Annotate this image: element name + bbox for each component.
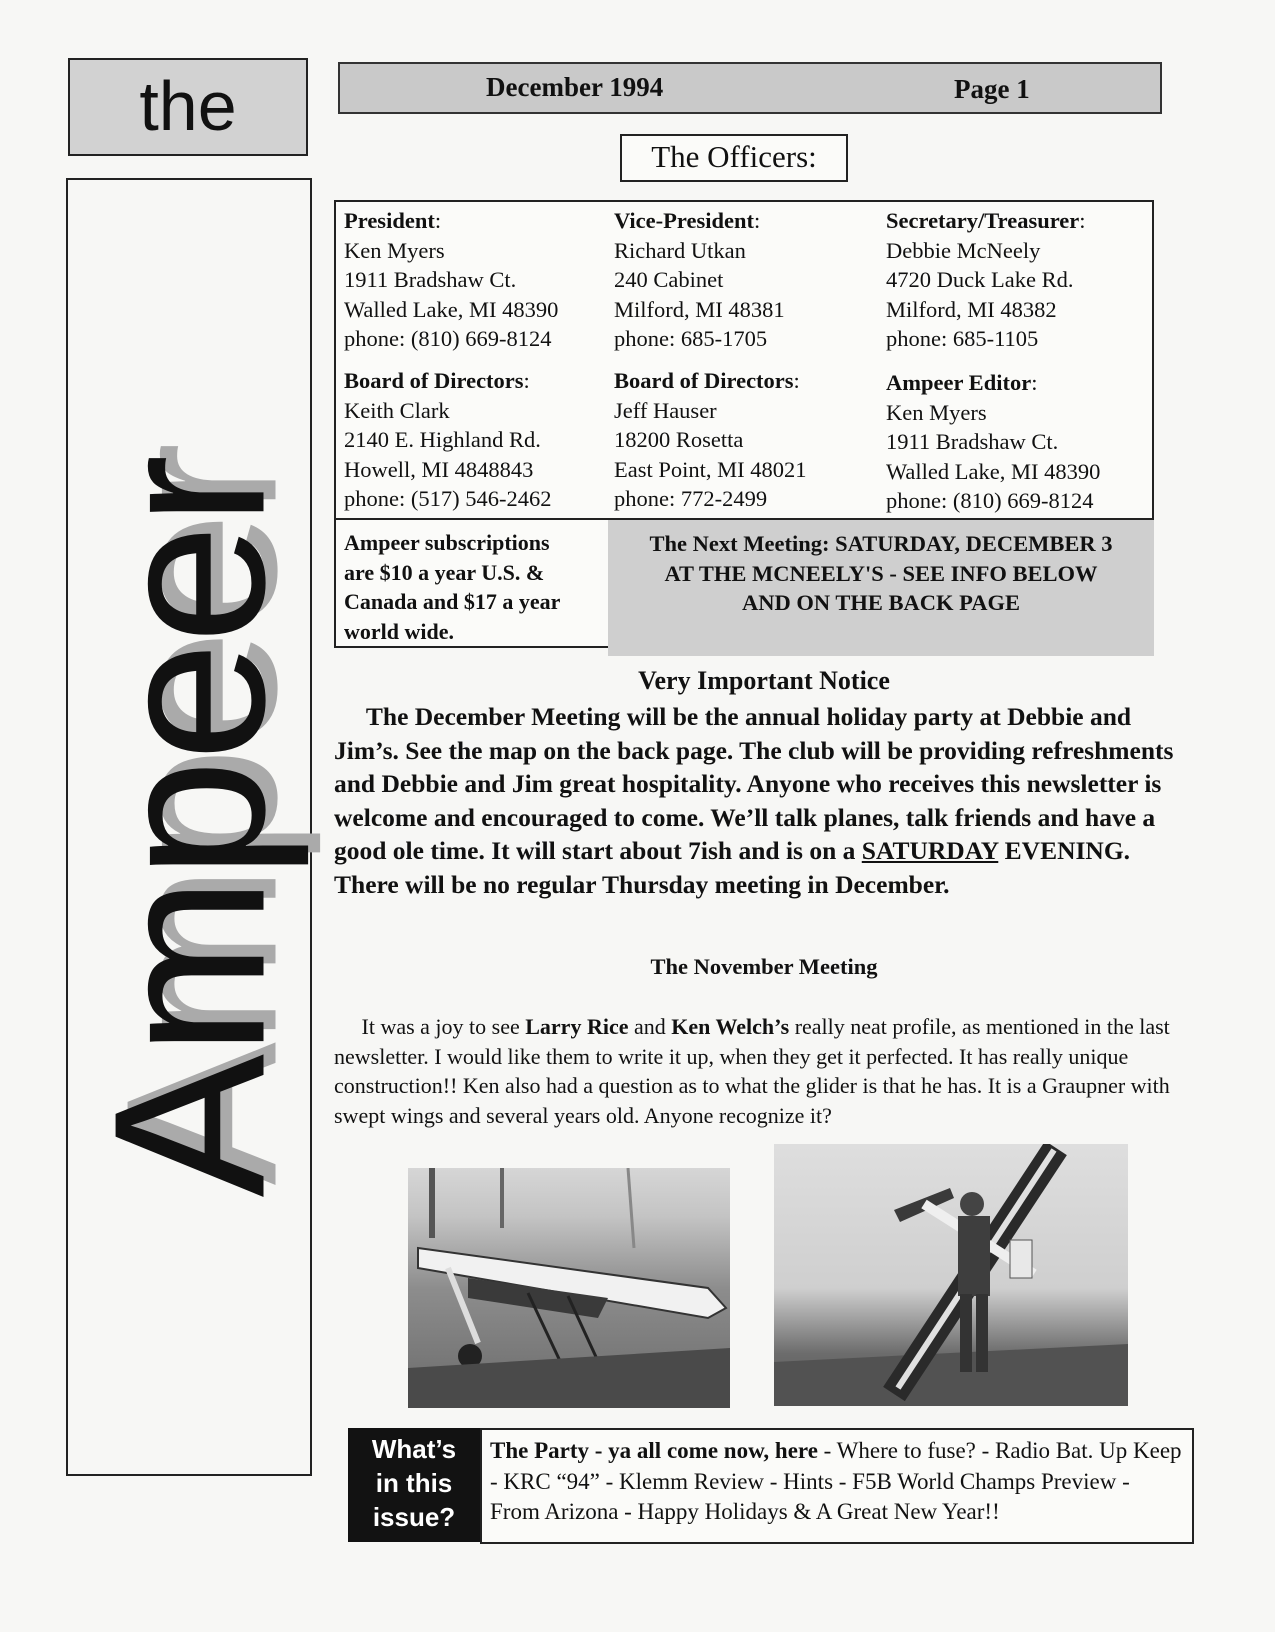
- subscriptions-line: world wide.: [344, 618, 454, 644]
- officer-city: Walled Lake, MI 48390: [886, 458, 1101, 484]
- article-text: and: [628, 1014, 672, 1039]
- notice-text: The December Meeting will be the annual holiday party at Debbie and Jim’s. See the map on the back page. The club will be providing refreshments and Debbie and Jim great hospitality. Anyone who receives this newsletter is welcome and encouraged to come. We’ll talk planes, talk friends and have a good ole time. It will start about 7ish and is on a: [334, 702, 1174, 866]
- officer-name: Richard Utkan: [614, 237, 746, 263]
- officer-address: 2140 E. Highland Rd.: [344, 427, 541, 452]
- officer-phone: phone: 685-1705: [614, 326, 768, 351]
- officer-address: 1911 Bradshaw Ct.: [344, 267, 517, 292]
- subscriptions-box: [334, 518, 610, 648]
- contents-list: - Where to fuse? - Radio Bat. Up Keep - KRC “94” - Klemm Review - Hints - F5B World Champs Preview - From Arizona - Happy Holidays & A Great New Year!!: [490, 1438, 1182, 1524]
- notice-heading: Very Important Notice: [638, 666, 890, 695]
- next-meeting-box: [608, 518, 1154, 656]
- officer-city: Walled Lake, MI 48390: [344, 296, 559, 322]
- next-meeting-line: AND ON THE BACK PAGE: [742, 590, 1020, 615]
- article-name: Larry Rice: [525, 1014, 629, 1039]
- officer-name: Keith Clark: [344, 397, 450, 423]
- officer-city: East Point, MI 48021: [614, 456, 807, 482]
- officers-table: [334, 200, 1154, 520]
- whats-in-this-issue-label: [348, 1428, 480, 1542]
- issue-date: December 1994: [486, 72, 664, 102]
- photo-glider-owner: [774, 1144, 1128, 1406]
- masthead-the-text: the: [139, 67, 237, 145]
- officer-name: Jeff Hauser: [614, 397, 717, 423]
- photo-glider-owner-drawing: [774, 1144, 1128, 1406]
- page-number: Page 1: [954, 74, 1030, 104]
- officer-city: Howell, MI 4848843: [344, 456, 534, 482]
- notice-underlined-day: SATURDAY: [861, 836, 999, 866]
- article-text: really neat profile, as mentioned in the last newsletter. I would like them to write it up, when they get it perfected. It has really unique construction!! Ken also had a question as to what the glider is that he has. It is a Graupner with swept wings and several years old. Anyone recognize it?: [334, 1014, 1170, 1129]
- officer-city: Milford, MI 48381: [614, 296, 785, 322]
- november-meeting-body: [334, 1012, 1204, 1131]
- officer-role: Secretary/Treasurer: [886, 208, 1080, 233]
- article-name: Ken Welch’s: [671, 1014, 790, 1039]
- officer-role: Ampeer Editor: [886, 370, 1032, 395]
- contents-lead: The Party - ya all come now, here: [490, 1438, 818, 1463]
- officer-board-director-2: Board of Directors: Jeff Hauser 18200 Rosetta East Point, MI 48021 phone: 772-2499: [614, 368, 807, 511]
- officer-address: 18200 Rosetta: [614, 427, 744, 452]
- masthead-ampeer-panel: [66, 178, 312, 1476]
- subscriptions-line: are $10 a year U.S. &: [344, 559, 545, 585]
- officer-city: Milford, MI 48382: [886, 296, 1057, 322]
- officer-address: 4720 Duck Lake Rd.: [886, 267, 1074, 292]
- notice-text-end: EVENING. There will be no regular Thursday meeting in December.: [334, 836, 1131, 899]
- officer-role: Board of Directors: [614, 368, 794, 393]
- officer-board-director-1: Board of Directors: Keith Clark 2140 E. Highland Rd. Howell, MI 4848843 phone: (517) 546-2462: [344, 368, 552, 511]
- officer-phone: phone: (810) 669-8124: [344, 326, 552, 351]
- next-meeting-line: The Next Meeting: SATURDAY, DECEMBER 3: [649, 531, 1113, 556]
- masthead-ampeer-title: Ampeer: [68, 456, 310, 1198]
- officer-phone: phone: 772-2499: [614, 486, 768, 511]
- label-line: in this: [375, 1468, 453, 1498]
- photo-profile-model-drawing: [408, 1168, 730, 1408]
- officer-phone: phone: (517) 546-2462: [344, 486, 552, 511]
- notice-body: [334, 700, 1200, 902]
- subscriptions-line: Canada and $17 a year: [344, 589, 561, 614]
- officer-name: Ken Myers: [344, 237, 445, 263]
- officer-role: Vice-President: [614, 208, 754, 233]
- november-meeting-heading: The November Meeting: [650, 954, 878, 979]
- officer-address: 1911 Bradshaw Ct.: [886, 429, 1059, 454]
- photo-profile-model: [408, 1168, 730, 1408]
- article-text: It was a joy to see: [361, 1014, 526, 1039]
- officer-editor: Ampeer Editor: Ken Myers 1911 Bradshaw Ct. Walled Lake, MI 48390 phone: (810) 669-8124: [886, 370, 1101, 513]
- officer-phone: phone: 685-1105: [886, 326, 1039, 351]
- officer-secretary-treasurer: Secretary/Treasurer: Debbie McNeely 4720 Duck Lake Rd. Milford, MI 48382 phone: 685-1105: [886, 208, 1086, 351]
- officer-address: 240 Cabinet: [614, 267, 724, 292]
- whats-in-this-issue-contents: [480, 1428, 1194, 1544]
- issue-header-bar: [338, 62, 1162, 114]
- subscriptions-line: Ampeer subscriptions: [344, 530, 550, 555]
- officer-role: Board of Directors: [344, 368, 524, 393]
- next-meeting-line: AT THE MCNEELY'S - SEE INFO BELOW: [664, 560, 1098, 586]
- officer-president: President: Ken Myers 1911 Bradshaw Ct. Walled Lake, MI 48390 phone: (810) 669-8124: [344, 208, 559, 351]
- officers-heading: The Officers:: [620, 134, 848, 182]
- label-line: issue?: [372, 1502, 456, 1532]
- label-line: What’s: [371, 1434, 457, 1464]
- officer-name: Ken Myers: [886, 399, 987, 425]
- officer-name: Debbie McNeely: [886, 237, 1041, 263]
- officer-role: President: [344, 208, 435, 233]
- officer-phone: phone: (810) 669-8124: [886, 488, 1094, 513]
- masthead-the: [68, 58, 308, 156]
- officer-vice-president: Vice-President: Richard Utkan 240 Cabinet Milford, MI 48381 phone: 685-1705: [614, 208, 785, 351]
